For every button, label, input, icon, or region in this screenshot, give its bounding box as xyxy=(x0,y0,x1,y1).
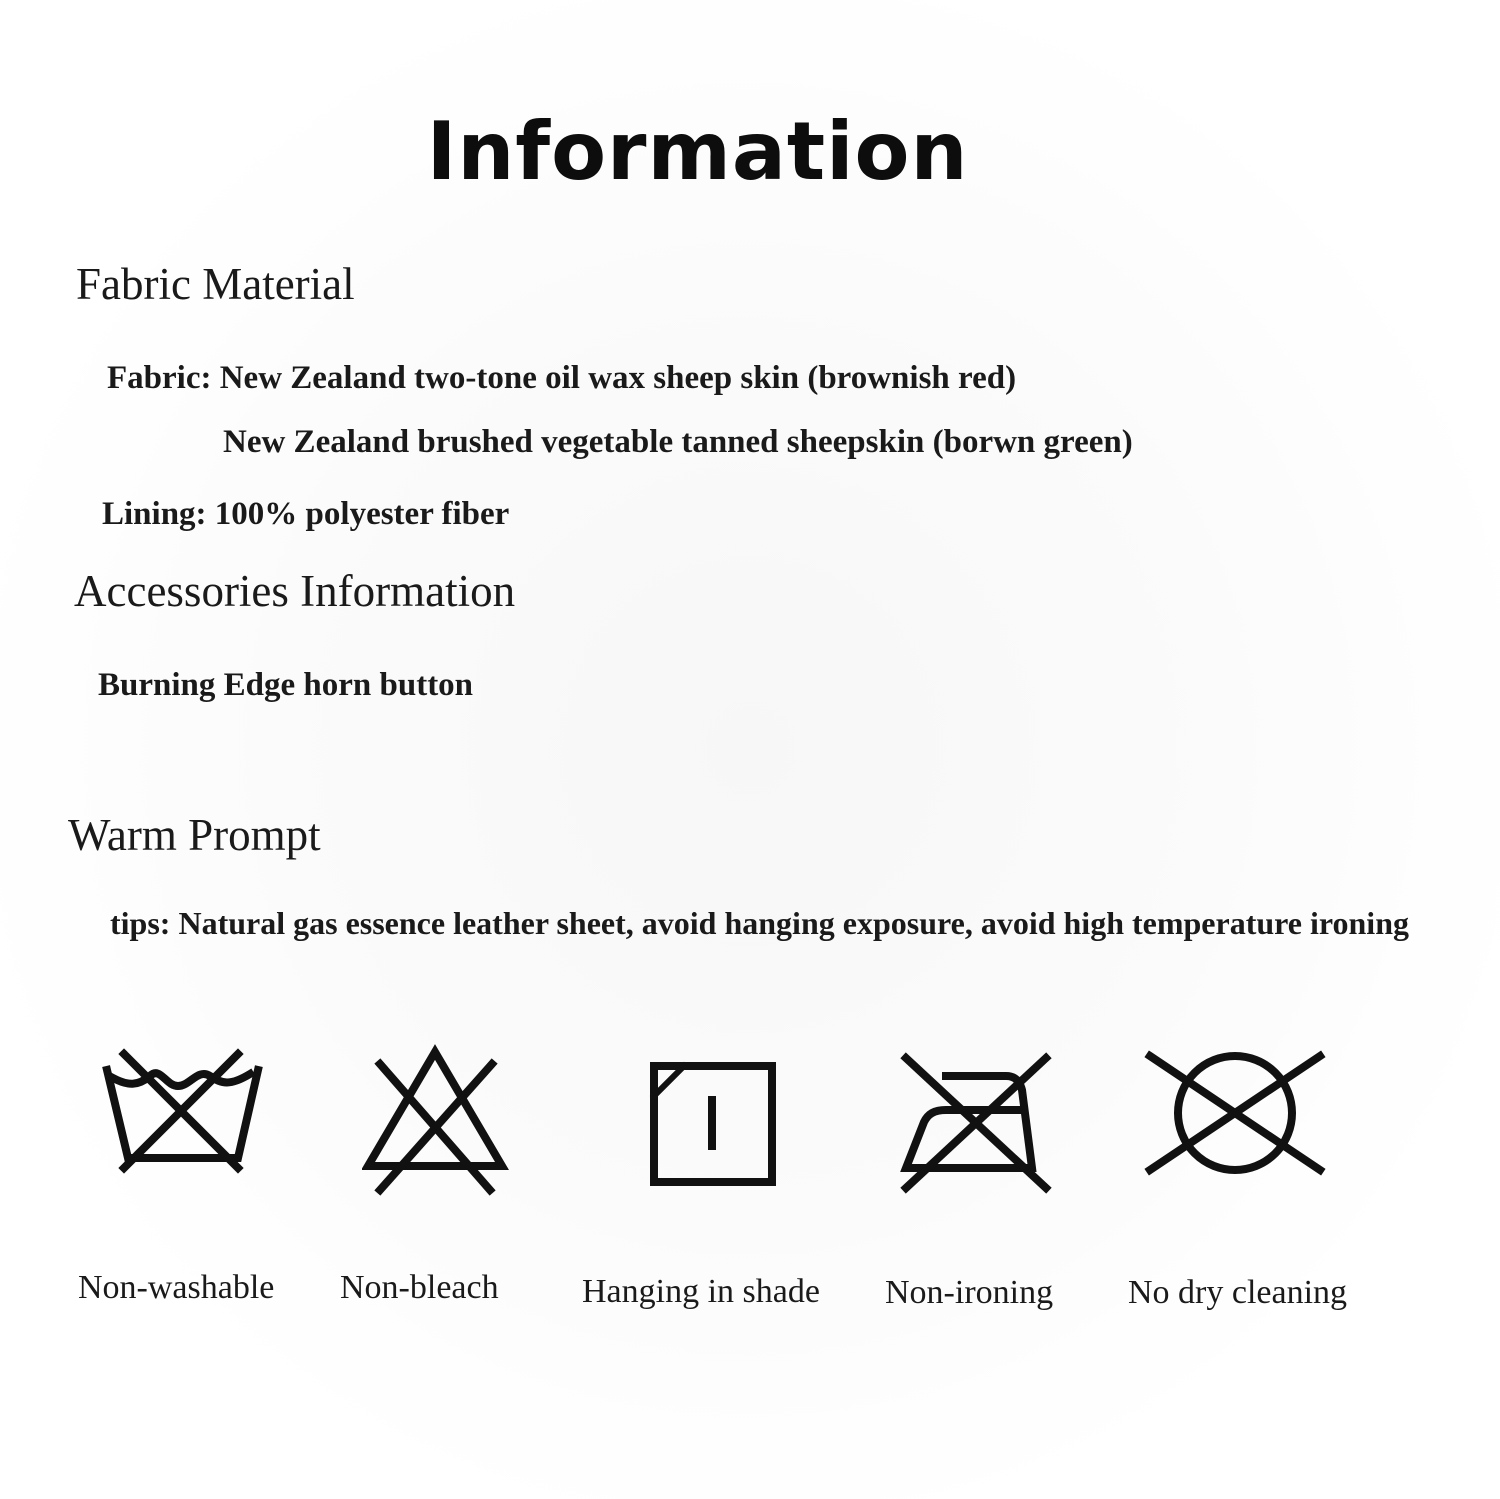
fabric-material-heading: Fabric Material xyxy=(76,259,355,309)
non-bleach-icon xyxy=(362,1044,512,1198)
fabric-line-1: Fabric: New Zealand two-tone oil wax sheep skin (brownish red) xyxy=(107,360,1017,396)
accessories-item: Burning Edge horn button xyxy=(98,667,474,703)
non-ironing-icon xyxy=(898,1050,1054,1194)
caption-non-ironing: Non-ironing xyxy=(885,1274,1054,1311)
lining-line: Lining: 100% polyester fiber xyxy=(102,496,510,532)
caption-non-bleach: Non-bleach xyxy=(340,1269,499,1306)
non-washable-icon xyxy=(98,1046,268,1178)
accessories-heading: Accessories Information xyxy=(74,566,516,616)
caption-hanging-in-shade: Hanging in shade xyxy=(582,1273,820,1310)
no-dry-cleaning-icon xyxy=(1144,1050,1326,1176)
caption-no-dry-cleaning: No dry cleaning xyxy=(1128,1274,1348,1311)
caption-non-washable: Non-washable xyxy=(78,1269,275,1306)
fabric-line-2: New Zealand brushed vegetable tanned sheepskin (borwn green) xyxy=(223,424,1133,460)
page-title: Information xyxy=(426,105,969,198)
warm-prompt-heading: Warm Prompt xyxy=(68,810,321,860)
warm-prompt-tips: tips: Natural gas essence leather sheet, avoid hanging exposure, avoid high temperature ironing xyxy=(110,905,1409,941)
hang-in-shade-icon xyxy=(648,1060,778,1188)
